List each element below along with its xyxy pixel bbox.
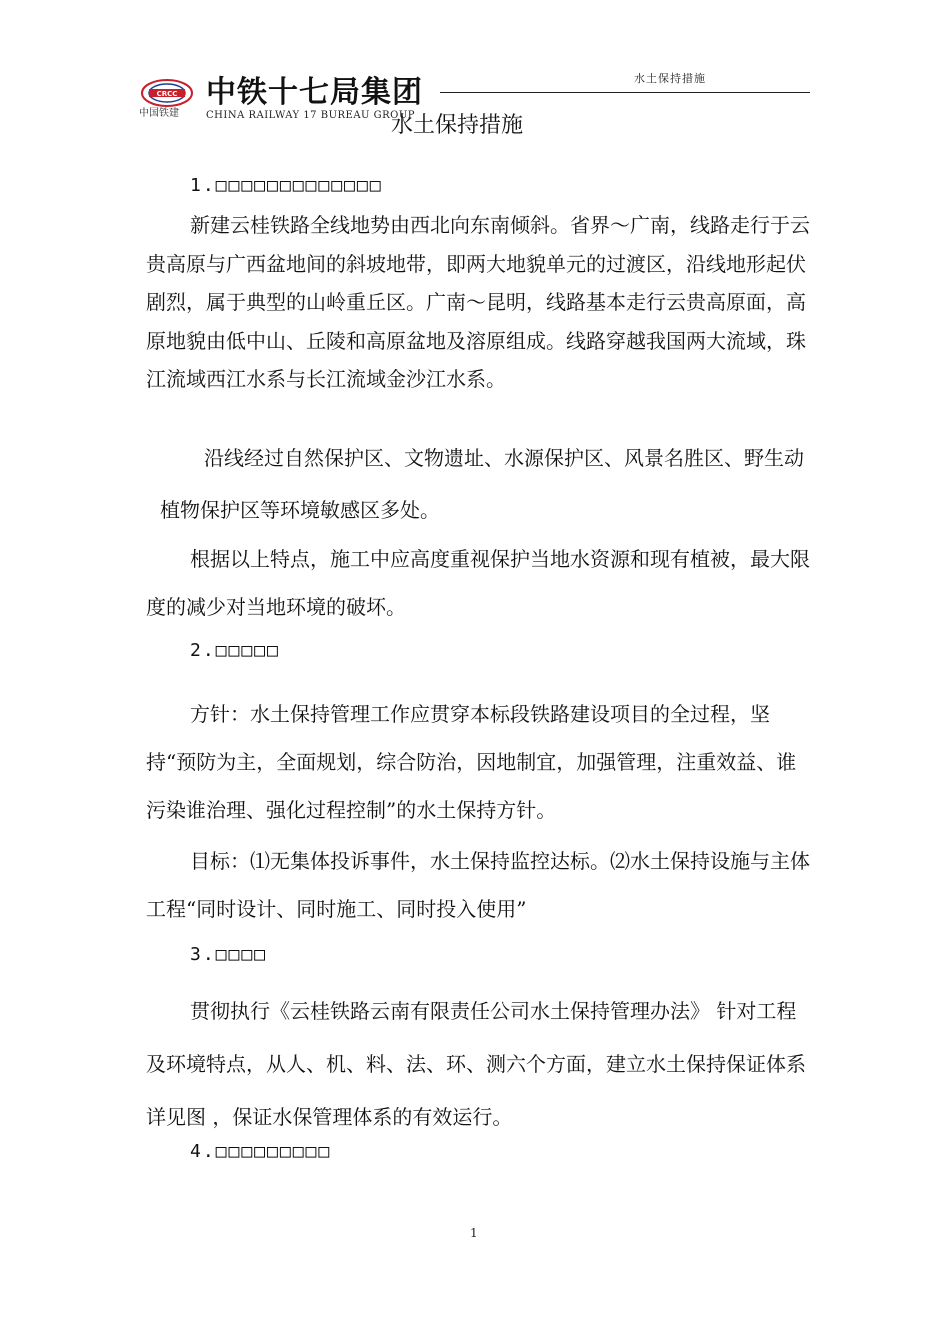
header-divider: [440, 92, 810, 93]
section-3-paragraph-1: 贯彻执行《云桂铁路云南有限责任公司水土保持管理办法》 针对工程及环境特点，从人、机、料、法、环、测六个方面，建立水土保持保证体系 详见图 ，保证水保管理体系的有效运行。: [146, 999, 806, 1129]
section-2-paragraph-2: 目标：⑴无集体投诉事件，水土保持监控达标。⑵水土保持设施与主体工程“同时设计、同时施工、同时投入使用”: [146, 849, 810, 921]
section-1-paragraph-3: 根据以上特点，施工中应高度重视保护当地水资源和现有植被，最大限度的减少对当地环境的破坏。: [146, 547, 810, 619]
crcc-logo-icon: [140, 78, 194, 108]
section-2-heading: 2.□□□□□: [190, 640, 280, 661]
section-2-paragraph-1: 方针：水土保持管理工作应贯穿本标段铁路建设项目的全过程，坚持“预防为主，全面规划，综合防治，因地制宜，加强管理，注重效益、谁污染谁治理、强化过程控制”的水土保持方针。: [146, 702, 797, 822]
page-number: 1: [470, 1226, 478, 1240]
section-1-heading: 1.□□□□□□□□□□□□□: [190, 175, 383, 196]
section-4-heading: 4.□□□□□□□□□: [190, 1141, 332, 1162]
section-1-paragraph-2: 沿线经过自然保护区、文物遗址、水源保护区、风景名胜区、野生动植物保护区等环境敏感区多处。: [160, 446, 804, 522]
logo-subtext: 中国铁建: [139, 108, 179, 119]
company-name-english: CHINA RAILWAY 17 BUREAU GROUP: [206, 110, 416, 121]
section-1-paragraph-1: 新建云桂铁路全线地势由西北向东南倾斜。省界～广南，线路走行于云贵高原与广西盆地间的斜坡地带，即两大地貌单元的过渡区，沿线地形起伏剧烈，属于典型的山岭重丘区。广南～昆明，线路基本走行云贵高原面，高原地貌由低中山、丘陵和高原盆地及溶原组成。线路穿越我国两大流域，珠江流域西江水系与长江流域金沙江水系。: [146, 213, 810, 391]
document-title: 水土保持措施: [391, 113, 524, 138]
company-name: 中铁十七局集团: [206, 75, 423, 110]
running-header-title: 水土保持措施: [634, 72, 706, 85]
section-3-heading: 3.□□□□: [190, 944, 268, 965]
svg-text:CRCC: CRCC: [156, 90, 178, 98]
